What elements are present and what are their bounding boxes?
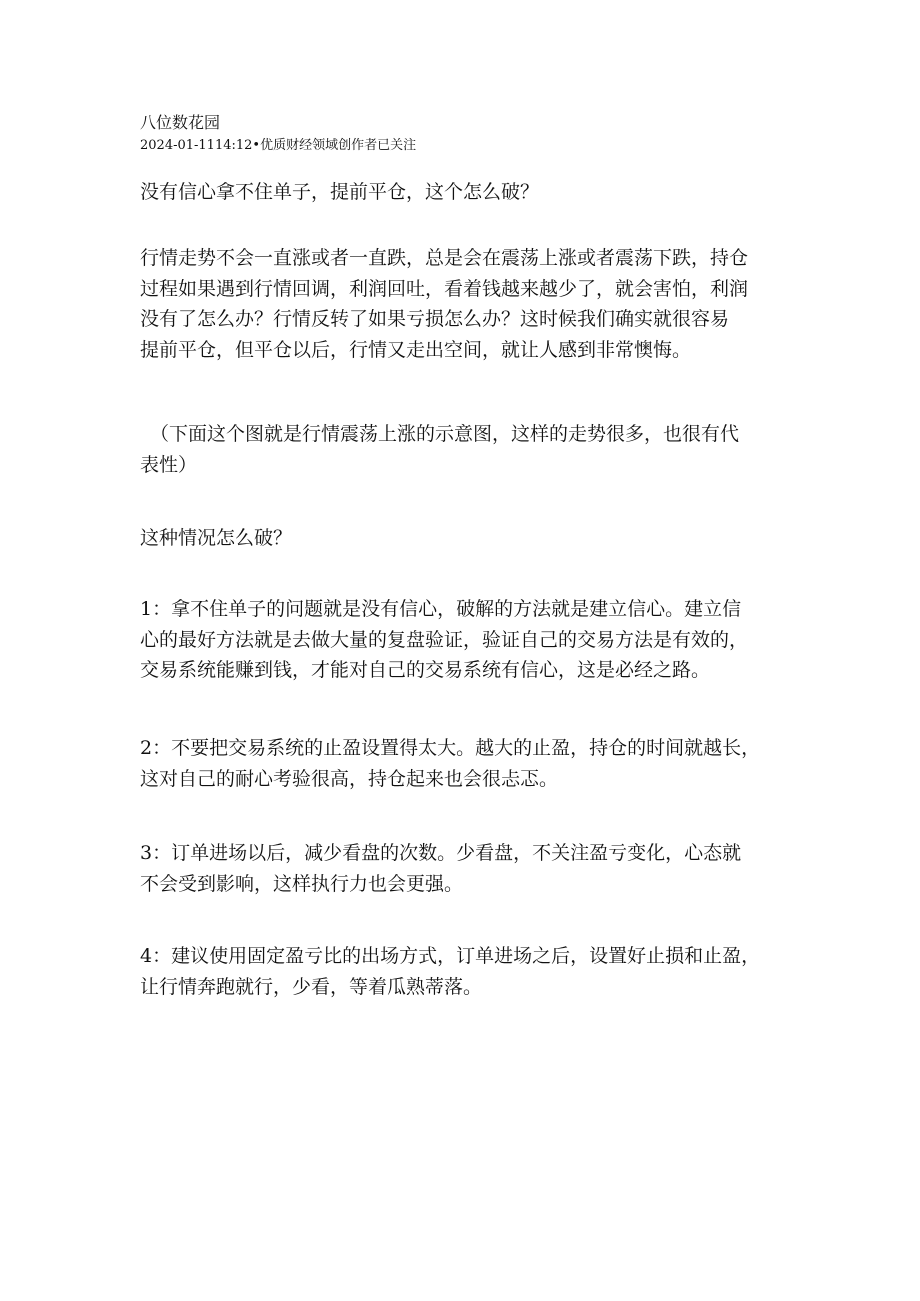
note-line: 表性） bbox=[140, 453, 198, 476]
intro-line: 行情走势不会一直涨或者一直跌，总是会在震荡上涨或者震荡下跌，持仓 bbox=[140, 247, 749, 269]
how-question: 这种情况怎么破？ bbox=[140, 527, 293, 549]
point-4-line: 让行情奔跑就行，少看，等着瓜熟蒂落。 bbox=[140, 975, 483, 998]
note-paragraph bbox=[140, 419, 810, 480]
point-3-line: 不会受到影响，这样执行力也会更强。 bbox=[140, 872, 464, 895]
point-1-paragraph bbox=[140, 594, 800, 686]
point-2-line: 2：不要把交易系统的止盈设置得太大。越大的止盈，持仓的时间就越长， bbox=[140, 737, 761, 759]
intro-line: 没有了怎么办？行情反转了如果亏损怎么办？这时候我们确实就很容易 bbox=[140, 308, 730, 330]
point-4-line: 4：建议使用固定盈亏比的出场方式，订单进场之后，设置好止损和止盈， bbox=[140, 945, 761, 967]
author-name: 八位数花园 bbox=[140, 113, 221, 132]
title-question: 没有信心拿不住单子，提前平仓，这个怎么破？ bbox=[140, 181, 540, 203]
point-2-paragraph bbox=[140, 733, 800, 794]
intro-line: 提前平仓，但平仓以后，行情又走出空间，就让人感到非常懊悔。 bbox=[140, 338, 692, 361]
title-question-paragraph bbox=[140, 177, 800, 208]
note-line: （下面这个图就是行情震荡上涨的示意图，这样的走势很多，也很有代 bbox=[150, 423, 740, 445]
post-meta: 2024-01-1114:12•优质财经领域创作者已关注 bbox=[140, 138, 417, 153]
point-4-paragraph bbox=[140, 941, 800, 1002]
intro-line: 过程如果遇到行情回调，利润回吐，看着钱越来越少了，就会害怕，利润 bbox=[140, 277, 749, 300]
point-1-line: 1：拿不住单子的问题就是没有信心，破解的方法就是建立信心。建立信 bbox=[140, 598, 742, 620]
point-3-line: 3：订单进场以后，减少看盘的次数。少看盘，不关注盈亏变化，心态就 bbox=[140, 842, 742, 864]
point-3-paragraph bbox=[140, 838, 800, 899]
point-1-line: 交易系统能赚到钱，才能对自己的交易系统有信心，这是必经之路。 bbox=[140, 659, 711, 681]
point-1-line: 心的最好方法就是去做大量的复盘验证，验证自己的交易方法是有效的， bbox=[140, 628, 749, 651]
intro-paragraph bbox=[140, 243, 800, 365]
how-question-paragraph bbox=[140, 523, 800, 554]
point-2-line: 这对自己的耐心考验很高，持仓起来也会很忐忑。 bbox=[140, 767, 559, 790]
